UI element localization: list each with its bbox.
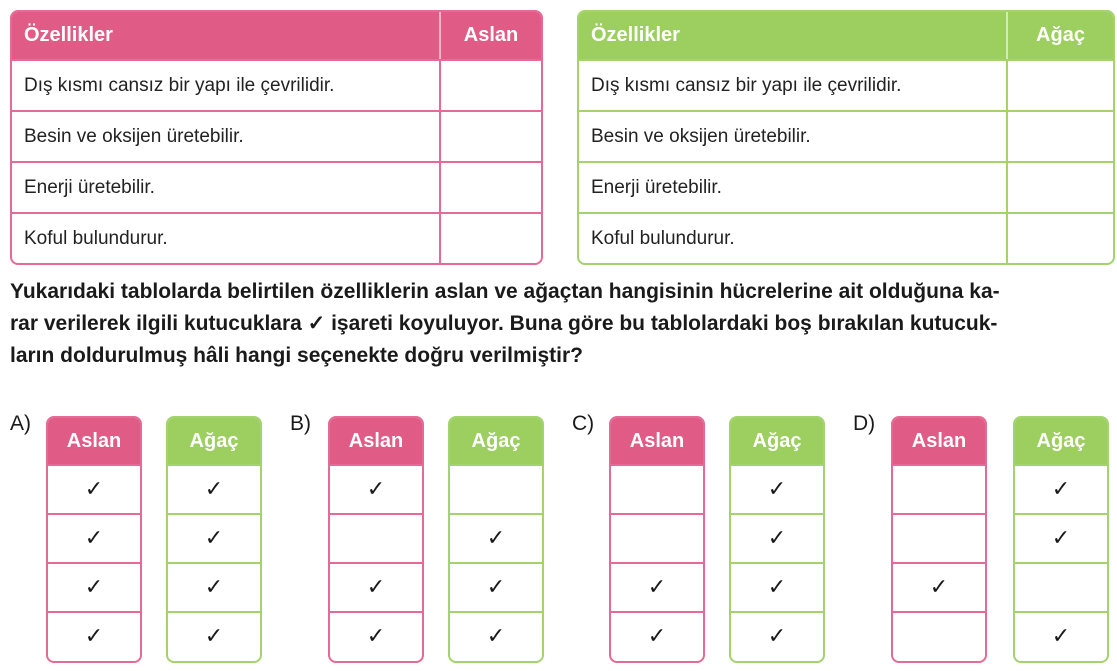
option-c-aslan-cell: ✓ (611, 562, 703, 611)
agac-row-feature: Besin ve oksijen üretebilir. (591, 125, 811, 147)
agac-table-header-feature: Özellikler (591, 24, 680, 46)
aslan-row-checkbox[interactable] (439, 112, 541, 161)
option-b-aslan-header: Aslan (330, 418, 422, 464)
aslan-row-checkbox[interactable] (439, 61, 541, 110)
option-d-letter[interactable]: D) (853, 412, 876, 435)
option-b-agac-cell: ✓ (450, 611, 542, 660)
option-d-aslan-header: Aslan (893, 418, 985, 464)
aslan-row-checkbox[interactable] (439, 214, 541, 263)
option-b-letter[interactable]: B) (290, 412, 311, 435)
agac-row-checkbox[interactable] (1006, 163, 1113, 212)
agac-row-checkbox[interactable] (1006, 112, 1113, 161)
option-c-agac-cell: ✓ (731, 464, 823, 513)
aslan-row-feature: Enerji üretebilir. (24, 176, 155, 198)
option-b-aslan-cell: ✓ (330, 464, 422, 513)
option-c-aslan-cell: ✓ (611, 611, 703, 660)
option-d-aslan-cell (893, 513, 985, 562)
option-c-agac-cell: ✓ (731, 611, 823, 660)
question-line-1: Yukarıdaki tablolarda belirtilen özelliklerin aslan ve ağaçtan hangisinin hücrelerine ait olduğuna ka- (10, 280, 1000, 303)
option-b-agac-cell: ✓ (450, 513, 542, 562)
aslan-table-row (12, 212, 541, 263)
option-c-aslan-cell (611, 513, 703, 562)
option-b-aslan-table[interactable] (328, 416, 424, 663)
aslan-properties-table (10, 10, 543, 265)
agac-table-row (579, 110, 1113, 161)
aslan-table-row (12, 161, 541, 212)
agac-row-feature: Koful bulundurur. (591, 227, 735, 249)
option-a-aslan-table[interactable] (46, 416, 142, 663)
aslan-row-feature: Dış kısmı cansız bir yapı ile çevrilidir. (24, 74, 335, 96)
option-b-aslan-cell (330, 513, 422, 562)
option-d-aslan-cell: ✓ (893, 562, 985, 611)
option-b-aslan-cell: ✓ (330, 562, 422, 611)
option-d-agac-header: Ağaç (1015, 418, 1107, 464)
option-c-aslan-table[interactable] (609, 416, 705, 663)
aslan-row-checkbox[interactable] (439, 163, 541, 212)
agac-table-header (579, 12, 1113, 59)
aslan-table-header-subject: Aslan (439, 12, 541, 59)
option-b-agac-cell: ✓ (450, 562, 542, 611)
option-a-aslan-cell: ✓ (48, 513, 140, 562)
option-a-aslan-cell: ✓ (48, 464, 140, 513)
aslan-row-feature: Besin ve oksijen üretebilir. (24, 125, 244, 147)
option-c-aslan-cell (611, 464, 703, 513)
option-c-agac-header: Ağaç (731, 418, 823, 464)
option-b-agac-cell (450, 464, 542, 513)
option-d-agac-cell: ✓ (1015, 611, 1107, 660)
option-b-aslan-cell: ✓ (330, 611, 422, 660)
aslan-table-row (12, 59, 541, 110)
option-a-agac-cell: ✓ (168, 611, 260, 660)
option-d-aslan-table[interactable] (891, 416, 987, 663)
option-d-agac-cell: ✓ (1015, 464, 1107, 513)
option-a-aslan-cell: ✓ (48, 611, 140, 660)
option-c-agac-cell: ✓ (731, 562, 823, 611)
aslan-table-header (12, 12, 541, 59)
option-b-agac-table[interactable] (448, 416, 544, 663)
question-line-2: rar verilerek ilgili kutucuklara ✓ işareti koyuluyor. Buna göre bu tablolardaki boş bırakılan kutucuk- (10, 312, 998, 335)
option-c-agac-table[interactable] (729, 416, 825, 663)
option-d-agac-table[interactable] (1013, 416, 1109, 663)
option-b-agac-header: Ağaç (450, 418, 542, 464)
option-a-agac-cell: ✓ (168, 513, 260, 562)
agac-table-header-subject: Ağaç (1006, 12, 1113, 59)
agac-row-feature: Dış kısmı cansız bir yapı ile çevrilidir. (591, 74, 902, 96)
agac-table-row (579, 59, 1113, 110)
question-text (10, 276, 1107, 372)
aslan-table-row (12, 110, 541, 161)
option-c-letter[interactable]: C) (572, 412, 595, 435)
agac-properties-table (577, 10, 1115, 265)
option-a-agac-header: Ağaç (168, 418, 260, 464)
question-line-3: ların doldurulmuş hâli hangi seçenekte doğru verilmiştir? (10, 344, 583, 367)
aslan-table-header-feature: Özellikler (24, 24, 113, 46)
agac-row-feature: Enerji üretebilir. (591, 176, 722, 198)
option-a-agac-cell: ✓ (168, 562, 260, 611)
aslan-row-feature: Koful bulundurur. (24, 227, 168, 249)
option-d-aslan-cell (893, 611, 985, 660)
agac-row-checkbox[interactable] (1006, 61, 1113, 110)
agac-table-row (579, 161, 1113, 212)
option-d-aslan-cell (893, 464, 985, 513)
option-a-agac-cell: ✓ (168, 464, 260, 513)
option-c-aslan-header: Aslan (611, 418, 703, 464)
agac-table-row (579, 212, 1113, 263)
agac-row-checkbox[interactable] (1006, 214, 1113, 263)
option-c-agac-cell: ✓ (731, 513, 823, 562)
option-a-aslan-cell: ✓ (48, 562, 140, 611)
option-d-agac-cell (1015, 562, 1107, 611)
option-d-agac-cell: ✓ (1015, 513, 1107, 562)
option-a-aslan-header: Aslan (48, 418, 140, 464)
option-a-agac-table[interactable] (166, 416, 262, 663)
option-a-letter[interactable]: A) (10, 412, 31, 435)
